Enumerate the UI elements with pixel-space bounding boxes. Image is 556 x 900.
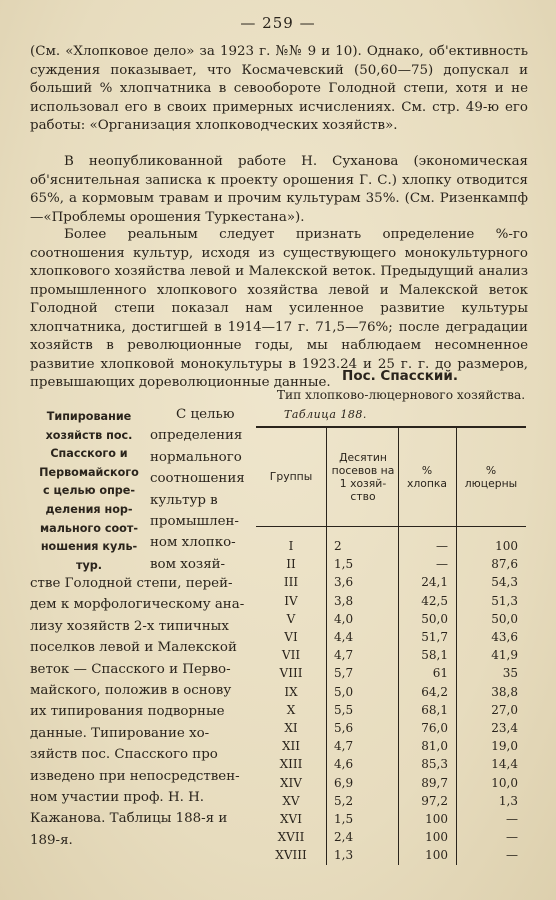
table-cell-group: VIII — [279, 666, 303, 681]
table-cell-group: I — [288, 539, 294, 553]
body-line: веток — Спасского и Перво- — [30, 661, 231, 677]
table-row — [256, 538, 526, 555]
table-cell-desyatin: 3,8 — [334, 593, 354, 608]
table-cell-desyatin: 2 — [334, 539, 342, 553]
side-heading — [30, 408, 148, 575]
table-cell-cotton-pct: 42,5 — [421, 593, 448, 608]
table-cell-desyatin: 5,7 — [334, 666, 354, 681]
table-cell-cotton-pct: — — [436, 557, 448, 572]
body-line: определения — [150, 428, 243, 444]
table-cell-lucerne-pct: 14,4 — [491, 757, 518, 772]
table-cell-desyatin: 6,9 — [334, 775, 354, 790]
paragraph-footnote-continuation: (См. «Хлопковое дело» за 1923 г. №№ 9 и 10). Однако, об'ективность суждения показывает, что Космачевский (50,60—75) допускал и больший % хлопчатника в севообороте Голодной степи, хотя и не использовал его в своих примерных исчислениях. См. стр. 49-ю его работы: «Организация хлопководческих хозяйств». — [30, 44, 528, 133]
table-cell-desyatin: 1,3 — [334, 848, 354, 863]
table-cell-cotton-pct: 50,0 — [421, 611, 448, 626]
table-cell-lucerne-pct: — — [506, 830, 518, 845]
table-row — [256, 811, 526, 828]
table-rule-top — [256, 426, 526, 428]
table-rule-header — [256, 526, 526, 527]
table-cell-cotton-pct: 51,7 — [421, 630, 448, 644]
side-heading-line: Первомайского — [39, 465, 139, 479]
table-cell-desyatin: 3,6 — [334, 575, 354, 590]
body-line: С целью — [176, 407, 235, 422]
table-cell-cotton-pct: — — [436, 539, 448, 553]
table-row — [256, 629, 526, 646]
data-table-188 — [256, 426, 526, 865]
side-heading-line: тур. — [75, 558, 103, 572]
body-line: поселков левой и Малекской — [30, 640, 237, 656]
body-line: промышлен- — [150, 514, 239, 530]
table-row — [256, 647, 526, 664]
table-cell-cotton-pct: 24,1 — [421, 575, 448, 590]
table-cell-group: XIII — [279, 757, 303, 772]
table-row — [256, 738, 526, 755]
table-cell-group: V — [286, 611, 296, 626]
table-cell-desyatin: 5,0 — [334, 684, 354, 699]
table-cell-cotton-pct: 97,2 — [421, 793, 448, 808]
table-cell-cotton-pct: 85,3 — [421, 757, 448, 772]
table-cell-desyatin: 5,2 — [334, 793, 354, 808]
table-cell-group: X — [286, 702, 296, 717]
table-cell-group: XI — [284, 721, 298, 735]
table-cell-group: XV — [282, 793, 300, 808]
body-line: вом хозяй- — [150, 556, 226, 572]
table-row — [256, 665, 526, 682]
table-row — [256, 847, 526, 864]
table-number: Таблица 188. — [284, 408, 367, 421]
side-heading-line: деления нор- — [45, 502, 133, 516]
body-line: ном участии проф. Н. Н. — [30, 790, 205, 806]
table-cell-desyatin: 4,7 — [334, 648, 354, 663]
table-cell-cotton-pct: 81,0 — [421, 739, 448, 754]
table-cell-lucerne-pct: 100 — [495, 539, 518, 553]
body-line: их типирования подворные — [30, 704, 225, 720]
table-cell-desyatin: 5,5 — [334, 702, 354, 717]
table-cell-lucerne-pct: — — [506, 848, 518, 863]
table-cell-cotton-pct: 100 — [425, 830, 448, 845]
table-cell-cotton-pct: 89,7 — [421, 775, 448, 790]
body-line: зяйств пос. Спасского про — [30, 747, 218, 763]
table-cell-group: XVIII — [275, 848, 307, 863]
table-cell-lucerne-pct: 38,8 — [491, 684, 518, 699]
table-row — [256, 829, 526, 846]
table-cell-desyatin: 4,6 — [334, 757, 354, 772]
table-cell-group: XVII — [277, 830, 305, 845]
body-line: стве Голодной степи, перей- — [30, 576, 233, 591]
body-line: лизу хозяйств 2-х типичных — [30, 618, 229, 634]
table-row — [256, 756, 526, 773]
table-row — [256, 775, 526, 792]
table-row — [256, 611, 526, 628]
table-row — [256, 556, 526, 573]
table-cell-group: II — [286, 557, 296, 572]
table-cell-cotton-pct: 100 — [425, 848, 448, 863]
table-cell-lucerne-pct: 1,3 — [498, 793, 518, 808]
table-cell-cotton-pct: 68,1 — [421, 702, 448, 717]
table-cell-lucerne-pct: 19,0 — [491, 739, 518, 754]
side-heading-line: Спасского и — [50, 447, 128, 461]
table-cell-desyatin: 4,4 — [334, 630, 354, 644]
table-row — [256, 702, 526, 719]
table-subtitle: Тип хлопково-люцернового хозяйства. — [276, 388, 526, 402]
table-cell-desyatin: 1,5 — [334, 812, 354, 826]
table-cell-lucerne-pct: 27,0 — [491, 702, 518, 717]
body-line: культур в — [150, 492, 218, 508]
table-cell-desyatin: 4,0 — [334, 611, 354, 626]
table-cell-group: XVI — [280, 812, 302, 826]
body-line: изведено при непосредствен- — [30, 768, 240, 784]
table-cell-lucerne-pct: 43,6 — [491, 630, 518, 644]
table-cell-cotton-pct: 76,0 — [421, 721, 448, 735]
body-line: Кажанова. Таблицы 188-я и — [30, 811, 228, 827]
body-line: дем к морфологическому ана- — [30, 597, 245, 613]
table-cell-lucerne-pct: 35 — [502, 666, 518, 681]
table-cell-group: VII — [281, 648, 301, 663]
table-cell-lucerne-pct: 54,3 — [491, 575, 518, 590]
table-cell-desyatin: 5,6 — [334, 721, 354, 735]
table-title: Пос. Спасский. — [342, 368, 458, 384]
table-cell-group: VI — [284, 630, 298, 644]
body-line: майского, положив в основу — [30, 683, 232, 699]
table-row — [256, 793, 526, 810]
page-number: — 259 — — [240, 14, 316, 32]
body-line: ном хлопко- — [150, 535, 236, 551]
side-heading-line: хозяйств пос. — [45, 428, 133, 442]
table-cell-group: III — [283, 575, 299, 590]
table-cell-lucerne-pct: 23,4 — [491, 721, 518, 735]
table-cell-desyatin: 2,4 — [334, 830, 354, 845]
table-cell-cotton-pct: 100 — [425, 812, 448, 826]
table-header-lucerne-pct: % люцерны — [464, 463, 518, 490]
table-cell-group: IX — [284, 684, 298, 699]
table-row — [256, 720, 526, 737]
table-row — [256, 574, 526, 591]
body-line: данные. Типирование хо- — [30, 725, 210, 741]
table-header-groups: Группы — [269, 470, 313, 483]
table-cell-cotton-pct: 64,2 — [421, 684, 448, 699]
side-heading-line: с целью опре- — [42, 484, 136, 498]
table-cell-lucerne-pct: 51,3 — [491, 593, 518, 608]
paragraph-sukhanov: В неопубликованной работе Н. Суханова (экономическая об'яснительная записка к проекту орошения Г. С.) хлопку отводится 65%, а кормовым травам и прочим культурам 35%. (См. Ризенкампф—«Проблемы орошения Туркестана»). — [30, 154, 528, 225]
table-row — [256, 684, 526, 701]
side-heading-line: ношения куль- — [40, 540, 138, 554]
table-cell-cotton-pct: 61 — [432, 666, 448, 681]
table-cell-cotton-pct: 58,1 — [421, 648, 448, 663]
body-line: 189-я. — [30, 832, 73, 848]
table-cell-desyatin: 1,5 — [334, 557, 354, 572]
body-line: соотношения — [150, 471, 245, 487]
table-cell-desyatin: 4,7 — [334, 739, 354, 754]
side-heading-line: мального соот- — [40, 521, 138, 535]
table-cell-lucerne-pct: 87,6 — [491, 557, 518, 572]
paragraph-realistic-ratio: Более реальным следует признать определение %-го соотношения культур, исходя из существующего монокультурного хлопкового хозяйства левой и Малекской веток. Предыдущий анализ промышленного хлопкового хозяйства левой и Малекской веток Голодной степи показал нам усиленное развитие культуры хлопчатника, достигшей в 1914—17 г. 71,5—76%; после деградации хозяйств в революционные годы, мы наблюдаем несомненное развитие хлопковой монокультуры в 1923.24 и 25 г. г. до размеров, превышающих дореволюционные данные. — [30, 227, 528, 390]
side-heading-line: Типирование — [46, 410, 132, 423]
table-cell-lucerne-pct: — — [506, 812, 518, 826]
body-text-wide — [30, 573, 255, 851]
body-line: нормального — [150, 449, 242, 465]
table-header-cotton-pct: % хлопка — [406, 463, 448, 490]
table-cell-lucerne-pct: 10,0 — [491, 775, 518, 790]
table-cell-group: XII — [281, 739, 301, 754]
table-row — [256, 593, 526, 610]
table-header-desyatin: Десятин посевов на 1 хозяй-ство — [331, 450, 395, 503]
body-text-narrow — [150, 404, 252, 575]
table-cell-group: IV — [284, 593, 298, 608]
table-cell-group: XIV — [280, 775, 302, 790]
table-cell-lucerne-pct: 41,9 — [491, 648, 518, 663]
table-cell-lucerne-pct: 50,0 — [491, 611, 518, 626]
